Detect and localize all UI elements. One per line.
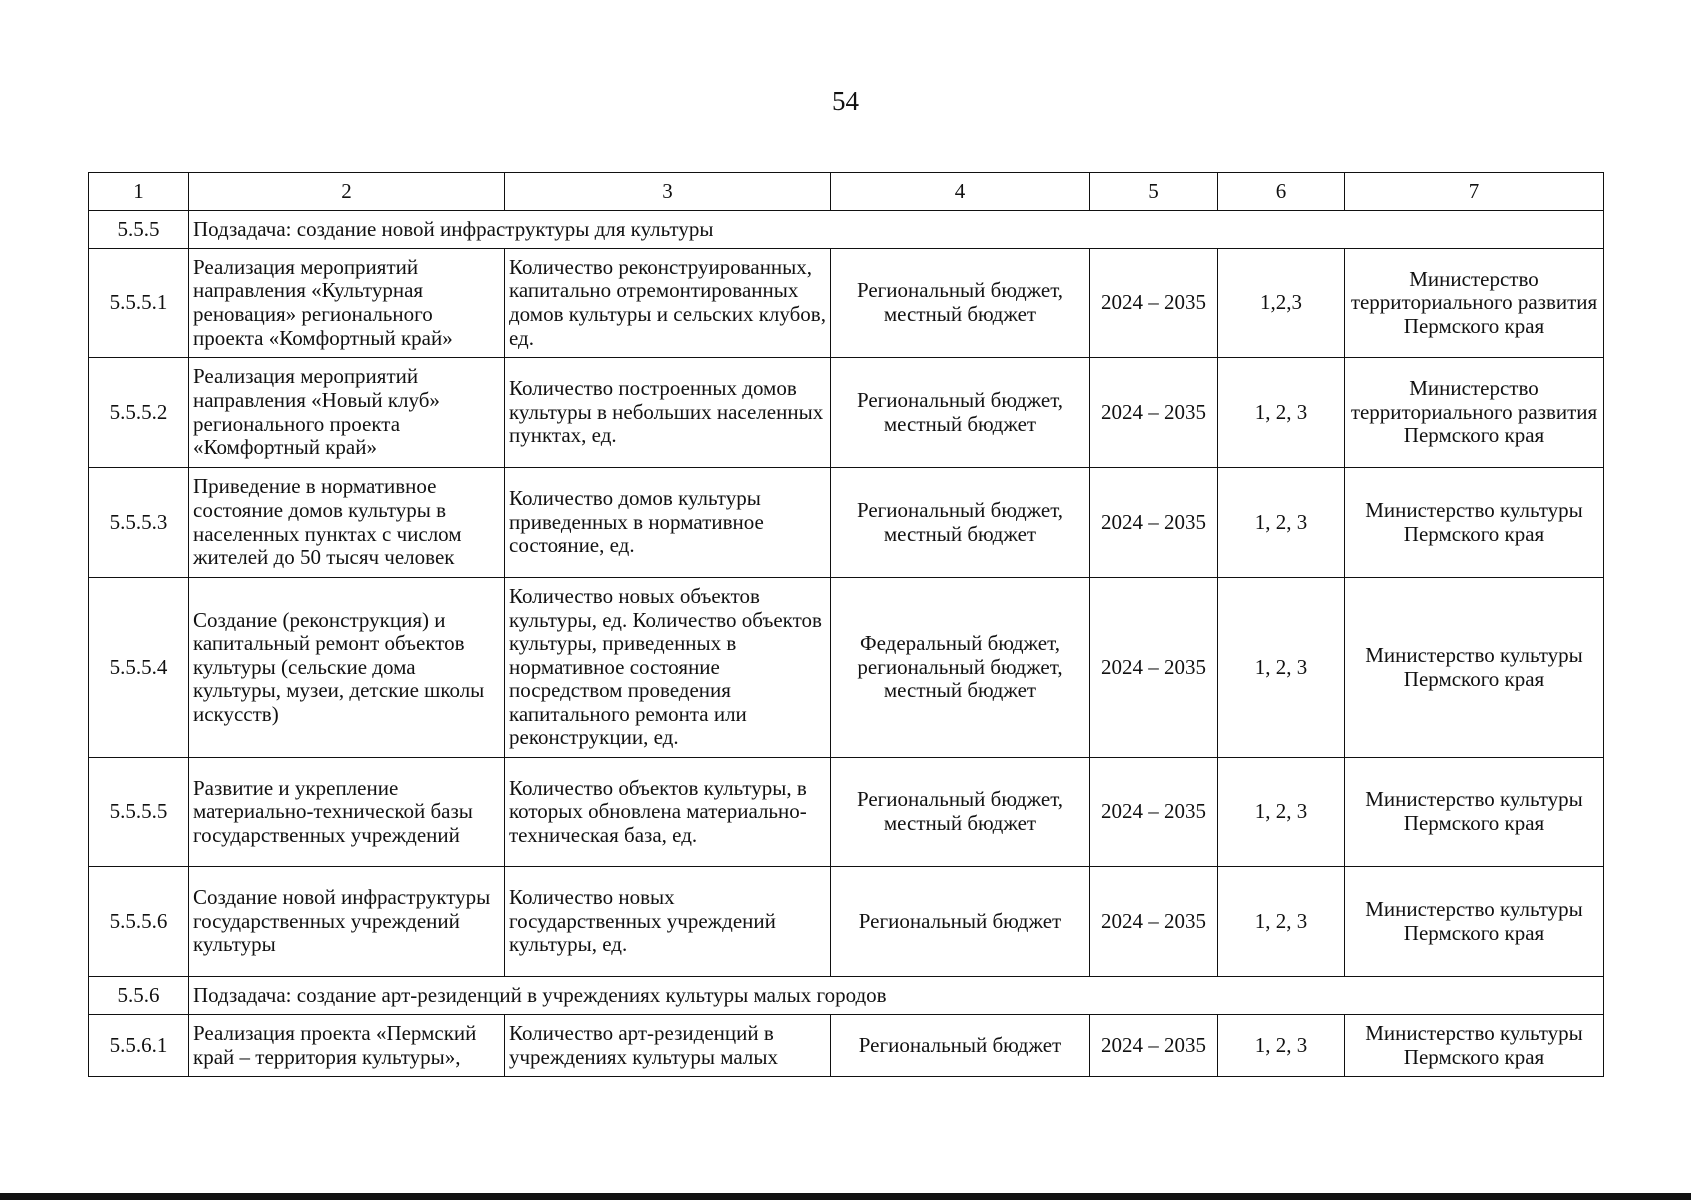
indicator-cell: Количество построенных домов культуры в небольших населенных пунктах, ед. [505, 358, 831, 468]
subtask-title: Подзадача: создание арт-резиденций в учреждениях культуры малых городов [189, 977, 1604, 1015]
indicator-cell: Количество новых объектов культуры, ед. Количество объектов культуры, приведенных в нормативное состояние посредством проведения капитального ремонта или реконструкции, ед. [505, 578, 831, 758]
indicator-cell: Количество объектов культуры, в которых обновлена материально-техническая база, ед. [505, 758, 831, 867]
table-row [89, 1015, 1604, 1077]
tasks-cell: 1, 2, 3 [1218, 358, 1345, 468]
period-cell: 2024 – 2035 [1090, 249, 1218, 358]
period-cell: 2024 – 2035 [1090, 578, 1218, 758]
funding-source-cell: Региональный бюджет, местный бюджет [831, 358, 1090, 468]
tasks-cell: 1, 2, 3 [1218, 1015, 1345, 1077]
executor-cell: Министерство культуры Пермского края [1345, 468, 1604, 578]
executor-cell: Министерство культуры Пермского края [1345, 1015, 1604, 1077]
event-cell: Создание новой инфраструктуры государственных учреждений культуры [189, 867, 505, 977]
period-cell: 2024 – 2035 [1090, 867, 1218, 977]
row-number: 5.5.6 [89, 977, 189, 1015]
indicator-cell: Количество новых государственных учреждений культуры, ед. [505, 867, 831, 977]
period-cell: 2024 – 2035 [1090, 1015, 1218, 1077]
tasks-cell: 1, 2, 3 [1218, 578, 1345, 758]
funding-source-cell: Региональный бюджет, местный бюджет [831, 758, 1090, 867]
funding-source-cell: Региональный бюджет, местный бюджет [831, 249, 1090, 358]
row-number: 5.5.5.6 [89, 867, 189, 977]
event-cell: Развитие и укрепление материально-технической базы государственных учреждений [189, 758, 505, 867]
period-cell: 2024 – 2035 [1090, 758, 1218, 867]
subtask-row [89, 211, 1604, 249]
tasks-cell: 1, 2, 3 [1218, 758, 1345, 867]
period-cell: 2024 – 2035 [1090, 468, 1218, 578]
subtask-row [89, 977, 1604, 1015]
table-row [89, 758, 1604, 867]
table-row [89, 867, 1604, 977]
column-header: 5 [1090, 173, 1218, 211]
table-row [89, 578, 1604, 758]
row-number: 5.5.5.3 [89, 468, 189, 578]
funding-source-cell: Региональный бюджет [831, 1015, 1090, 1077]
row-number: 5.5.5 [89, 211, 189, 249]
tasks-cell: 1, 2, 3 [1218, 468, 1345, 578]
executor-cell: Министерство территориального развития Пермского края [1345, 249, 1604, 358]
column-header: 7 [1345, 173, 1604, 211]
funding-source-cell: Региональный бюджет [831, 867, 1090, 977]
table-row [89, 468, 1604, 578]
row-number: 5.5.5.5 [89, 758, 189, 867]
subtask-title: Подзадача: создание новой инфраструктуры для культуры [189, 211, 1604, 249]
event-cell: Реализация мероприятий направления «Новый клуб» регионального проекта «Комфортный край» [189, 358, 505, 468]
row-number: 5.5.6.1 [89, 1015, 189, 1077]
tasks-cell: 1,2,3 [1218, 249, 1345, 358]
event-cell: Приведение в нормативное состояние домов культуры в населенных пунктах с числом жителей до 50 тысяч человек [189, 468, 505, 578]
column-header: 6 [1218, 173, 1345, 211]
period-cell: 2024 – 2035 [1090, 358, 1218, 468]
program-table [88, 172, 1604, 1077]
row-number: 5.5.5.2 [89, 358, 189, 468]
funding-source-cell: Региональный бюджет, местный бюджет [831, 468, 1090, 578]
event-cell: Реализация проекта «Пермский край – территория культуры», [189, 1015, 505, 1077]
column-header: 4 [831, 173, 1090, 211]
executor-cell: Министерство территориального развития Пермского края [1345, 358, 1604, 468]
indicator-cell: Количество домов культуры приведенных в нормативное состояние, ед. [505, 468, 831, 578]
table-row [89, 249, 1604, 358]
row-number: 5.5.5.1 [89, 249, 189, 358]
event-cell: Реализация мероприятий направления «Культурная реновация» регионального проекта «Комфортный край» [189, 249, 505, 358]
column-header: 2 [189, 173, 505, 211]
executor-cell: Министерство культуры Пермского края [1345, 578, 1604, 758]
table-header-row [89, 173, 1604, 211]
event-cell: Создание (реконструкция) и капитальный ремонт объектов культуры (сельские дома культуры, музеи, детские школы искусств) [189, 578, 505, 758]
scan-edge-line [0, 1193, 1691, 1200]
page-number: 54 [832, 86, 859, 116]
indicator-cell: Количество арт-резиденций в учреждениях культуры малых [505, 1015, 831, 1077]
column-header: 3 [505, 173, 831, 211]
column-header: 1 [89, 173, 189, 211]
row-number: 5.5.5.4 [89, 578, 189, 758]
tasks-cell: 1, 2, 3 [1218, 867, 1345, 977]
executor-cell: Министерство культуры Пермского края [1345, 867, 1604, 977]
funding-source-cell: Федеральный бюджет, региональный бюджет, местный бюджет [831, 578, 1090, 758]
indicator-cell: Количество реконструированных, капитально отремонтированных домов культуры и сельских клубов, ед. [505, 249, 831, 358]
table-row [89, 358, 1604, 468]
executor-cell: Министерство культуры Пермского края [1345, 758, 1604, 867]
